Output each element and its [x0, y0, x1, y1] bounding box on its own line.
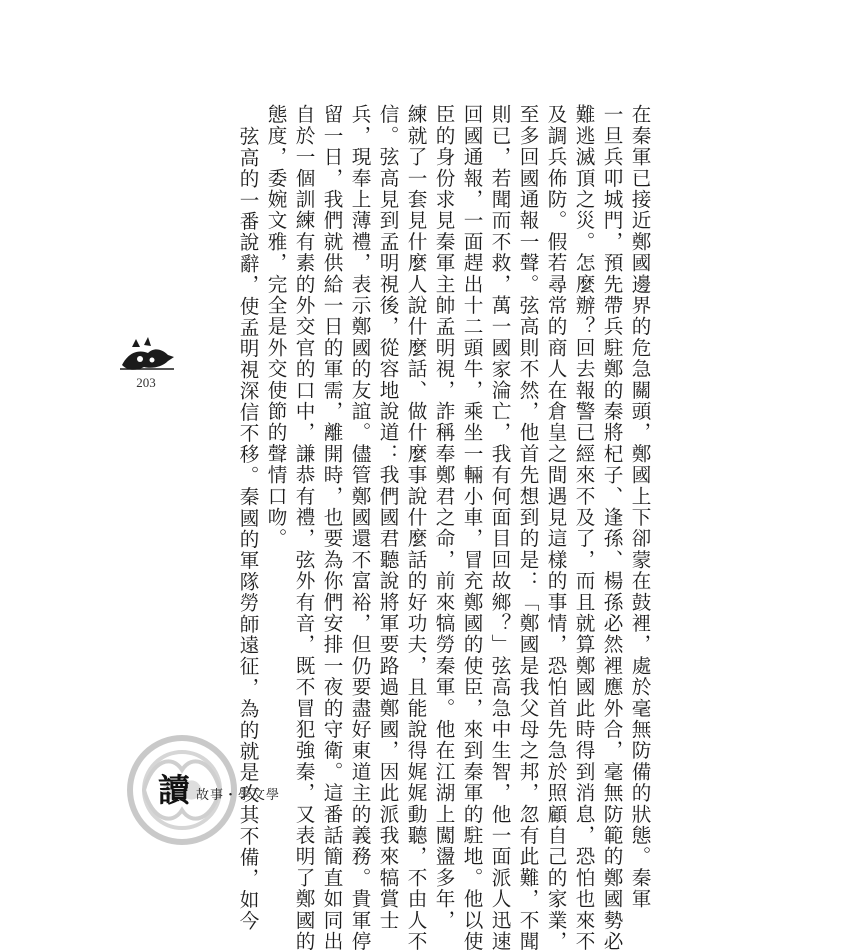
- series-logo-character: 讀: [158, 771, 191, 809]
- text-column-4: 及調兵佈防。假若尋常的商人在倉皇之間遇見這樣的事情，恐怕首先急於照顧自己的家業，: [544, 104, 567, 952]
- text-column-10: 信。弦高見到孟明視後，從容地說道：我們國君聽說將軍要路過鄭國，因此派我來犒賞士: [376, 104, 399, 931]
- page-number: 203: [136, 375, 156, 390]
- text-column-3: 難逃滅頂之災。怎麼辦？回去報警已經來不及了，而且就算鄭國此時得到消息，恐怕也來不: [572, 104, 595, 952]
- text-column-15: 弦高的一番說辭，使孟明視深信不移。秦國的軍隊勞師遠征，為的就是攻其不備，如今: [236, 126, 259, 932]
- series-title: 故事・學文學: [196, 788, 281, 803]
- text-column-8: 臣的身份求見秦軍主帥孟明視，詐稱奉鄭君之命，前來犒勞秦軍。他在江湖上闖盪多年，: [432, 104, 455, 931]
- text-column-12: 留一日，我們就供給一日的軍需，離開時，也要為你們安排一夜的守衛。這番話簡直如同出: [320, 104, 343, 952]
- text-column-11: 兵，現奉上薄禮，表示鄭國的友誼。儘管鄭國還不富裕，但仍要盡好東道主的義務。貴軍停: [348, 104, 371, 952]
- text-column-14: 態度，委婉文雅，完全是外交使節的聲情口吻。: [264, 104, 287, 550]
- chapter-ornament-icon: [118, 335, 176, 375]
- text-column-9: 練就了一套見什麼人說什麼話、做什麼事說什麼話的好功夫，且能說得娓娓動聽，不由人不: [404, 104, 427, 952]
- text-column-5: 至多回國通報一聲。弦高則不然，他首先想到的是：「鄭國是我父母之邦，忽有此難，不聞: [516, 104, 539, 952]
- text-column-2: 一旦兵叩城門，預先帶兵駐鄭的秦將杞子、逢孫、楊孫必然裡應外合，毫無防範的鄭國勢必: [600, 104, 623, 952]
- text-column-7: 回國通報，一面趕出十二頭牛，乘坐一輛小車，冒充鄭國的使臣，來到秦軍的駐地。他以使: [460, 104, 483, 952]
- text-column-13: 自於一個訓練有素的外交官的口中，謙恭有禮，弦外有音，既不冒犯強秦，又表明了鄭國的: [292, 104, 315, 952]
- text-column-6: 則已，若聞而不救，萬一國家淪亡，我有何面目回故鄉？」弦高急中生智，他一面派人迅速: [488, 104, 511, 952]
- text-column-1: 在秦軍已接近鄭國邊界的危急關頭，鄭國上下卻蒙在鼓裡，處於毫無防備的狀態。秦軍: [628, 104, 651, 910]
